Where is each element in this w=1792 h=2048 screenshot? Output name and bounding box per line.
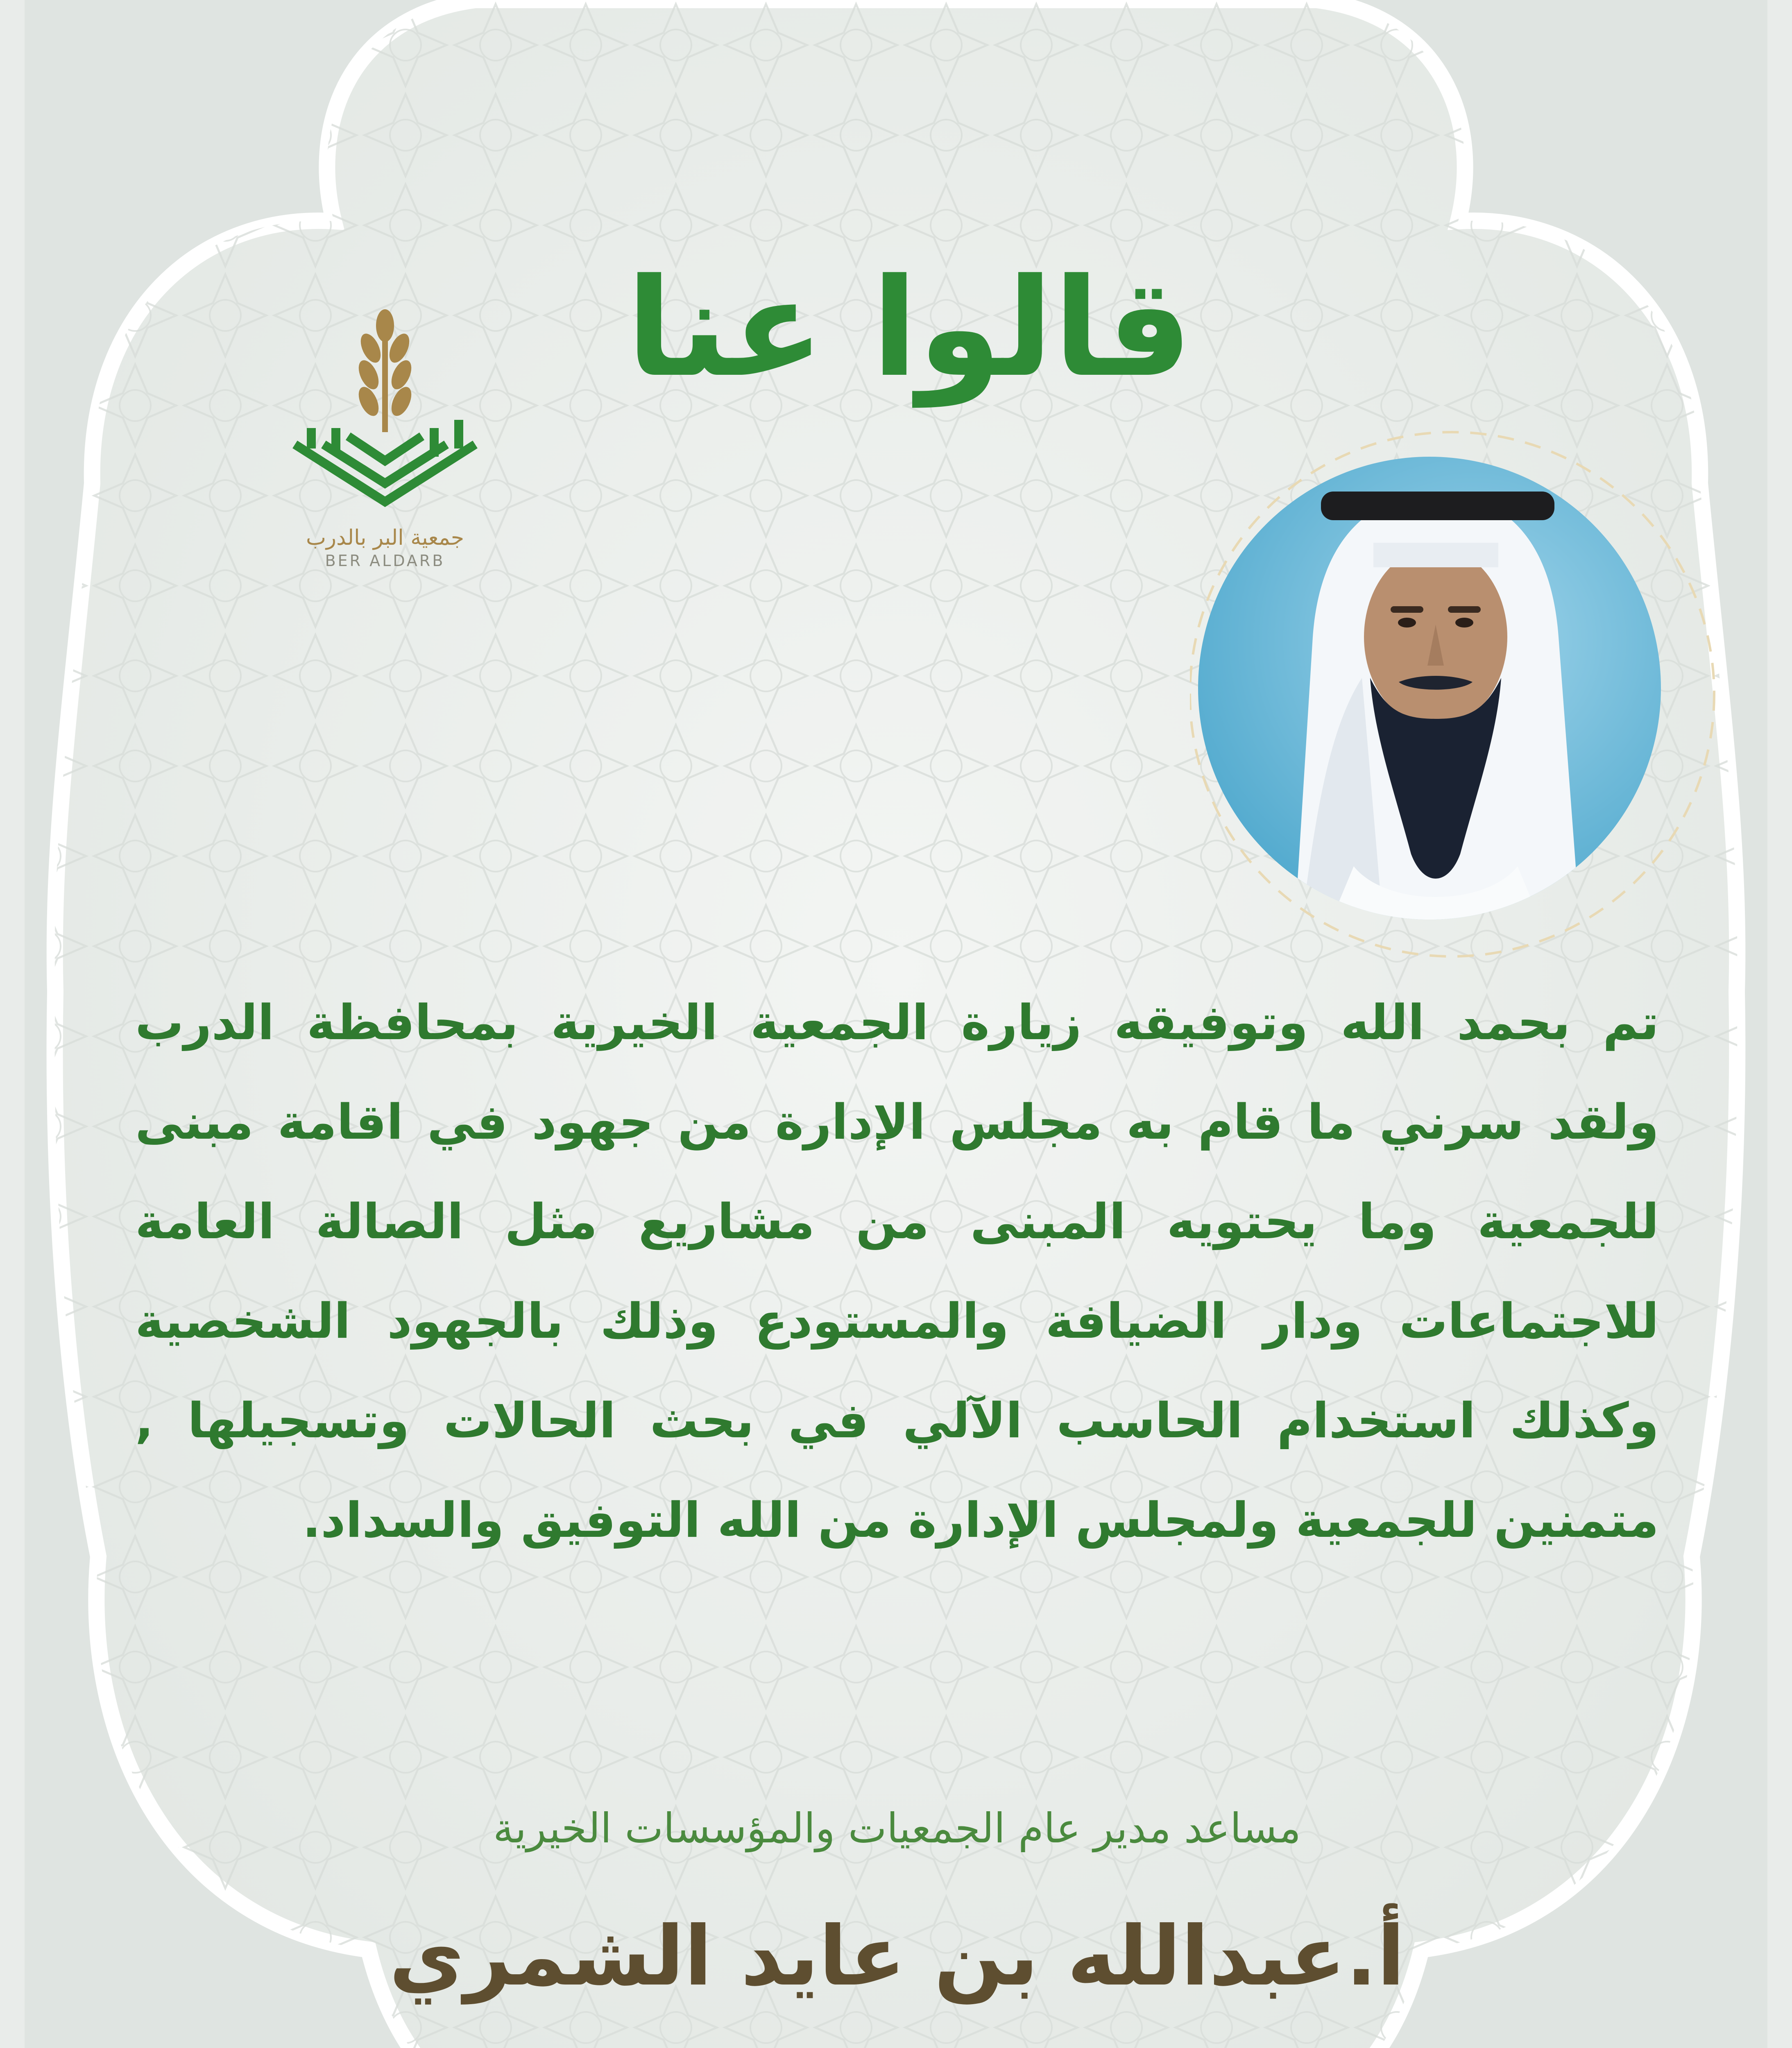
- logo: [283, 309, 487, 570]
- logo-name-english: BER ALDARB: [325, 552, 445, 570]
- signatory-role: مساعد مدير عام الجمعيات والمؤسسات الخيرية: [493, 1804, 1301, 1852]
- wheat-logo-icon: [287, 309, 483, 514]
- logo-name-arabic: جمعية البر بالدرب: [306, 526, 464, 550]
- page-title: قالوا عنا: [626, 249, 1193, 407]
- portrait-photo: [1190, 424, 1755, 965]
- testimonial-text: تم بحمد الله وتوفيقه زيارة الجمعية الخيرية بمحافظة الدرب ولقد سرني ما قام به مجلس الإدارة من جهود في اقامة مبنى للجمعية وما يحتويه المبنى من مشاريع مثل الصالة العامة للاجتماعات ودار الضيافة والمستودع وذلك بالجهود الشخصية وكذلك استخدام الحاسب الآلي في بحث الحالات وتسجيلها , متمنين للجمعية ولمجلس الإدارة من الله التوفيق والسداد.: [135, 994, 1659, 1548]
- signatory-name: أ.عبدالله بن عايد الشمري: [389, 1909, 1405, 2004]
